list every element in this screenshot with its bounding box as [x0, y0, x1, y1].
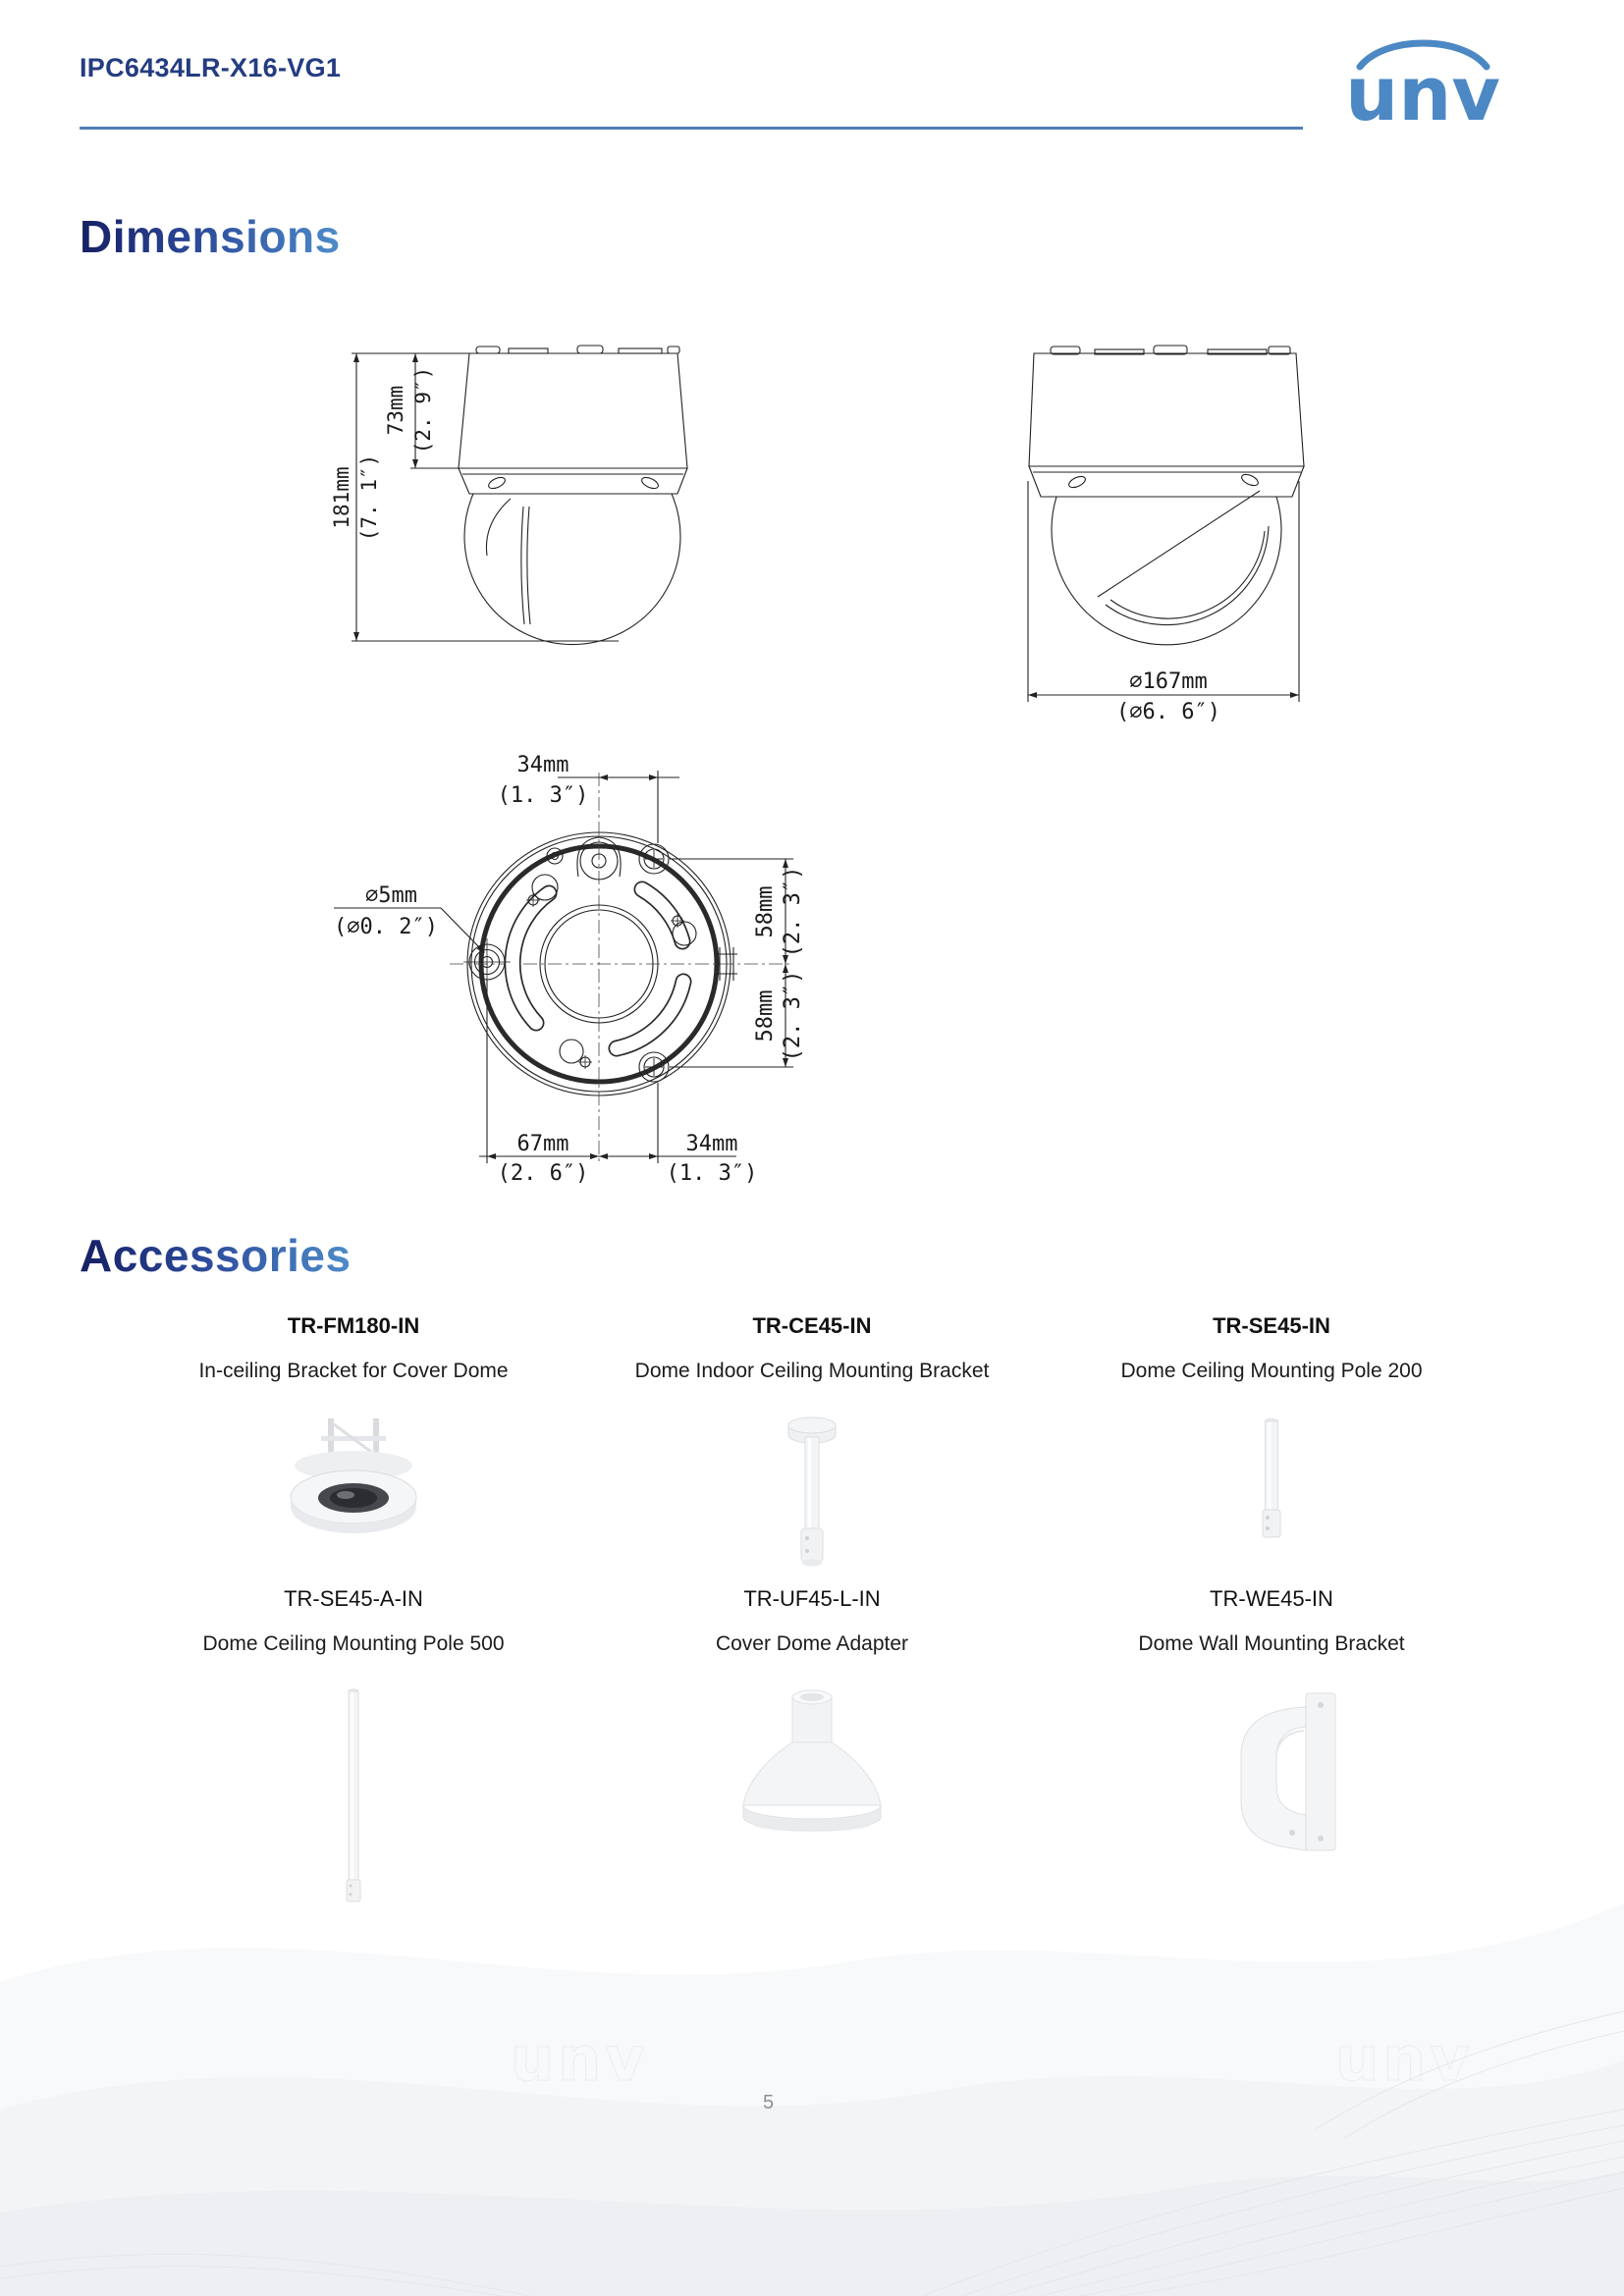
dim-base-bottom-67mm-inch-label: (2. 6″) — [497, 1161, 589, 1186]
dim-base-bottom-34mm-label: 34mm — [685, 1132, 738, 1156]
side-view-drawing — [1011, 334, 1316, 726]
dim-base-bottom-34mm-inch-label: (1. 3″) — [666, 1161, 758, 1186]
dim-right-upper-58mm-label: 58mm — [753, 885, 778, 938]
accessory-name: Dome Ceiling Mounting Pole 200 — [1120, 1360, 1423, 1382]
wave-background — [0, 1835, 1624, 2296]
accessory-name: In-ceiling Bracket for Cover Dome — [198, 1360, 509, 1382]
accessories-heading: Accessories — [80, 1230, 352, 1281]
dimensions-heading: Dimensions — [80, 211, 341, 262]
accessory-model: TR-WE45-IN — [1210, 1586, 1333, 1611]
dim-167mm-inch-label: (∅6. 6″) — [1116, 700, 1220, 724]
dim-right-lower-58mm-inch-label: (2. 3″) — [781, 970, 805, 1062]
pole-200-image — [1249, 1413, 1294, 1545]
accessory-model: TR-CE45-IN — [752, 1313, 872, 1338]
page-number: 5 — [762, 2092, 775, 2113]
accessory-name: Dome Wall Mounting Bracket — [1138, 1632, 1405, 1655]
header-divider — [80, 127, 1303, 130]
dim-73mm-inch-label: (2. 9″) — [411, 366, 435, 454]
bottom-view-drawing — [324, 741, 825, 1193]
front-view-drawing — [324, 334, 697, 658]
watermark-logo: unv — [1335, 2023, 1474, 2095]
dim-right-upper-58mm-inch-label: (2. 3″) — [781, 866, 805, 958]
ceiling-mount-image — [766, 1413, 859, 1575]
unv-logo — [1327, 29, 1519, 133]
dim-base-top-34mm-label: 34mm — [516, 753, 569, 777]
accessory-model: TR-UF45-L-IN — [743, 1586, 881, 1611]
watermark-logo: unv — [511, 2023, 649, 2095]
accessory-name: Dome Indoor Ceiling Mounting Bracket — [634, 1360, 990, 1382]
accessory-model: TR-FM180-IN — [287, 1313, 420, 1338]
logo-text: unv — [1345, 50, 1500, 133]
accessory-name: Cover Dome Adapter — [715, 1632, 909, 1655]
in-ceiling-bracket-image — [267, 1413, 440, 1545]
accessory-card — [1056, 1313, 1488, 1545]
dim-base-bottom-67mm-label: 67mm — [516, 1132, 569, 1156]
accessory-name: Dome Ceiling Mounting Pole 500 — [202, 1632, 505, 1655]
dim-167mm-label: ∅167mm — [1129, 669, 1208, 694]
dim-right-lower-58mm-label: 58mm — [753, 989, 778, 1042]
accessory-card — [596, 1313, 1028, 1575]
dim-hole-5mm-label: ∅5mm — [365, 883, 417, 908]
accessory-model: TR-SE45-IN — [1213, 1313, 1330, 1338]
accessory-card — [137, 1313, 569, 1545]
accessory-model: TR-SE45-A-IN — [284, 1586, 423, 1611]
dim-73mm-label: 73mm — [384, 385, 407, 436]
dim-181mm-inch-label: (7. 1″) — [357, 454, 381, 542]
dim-181mm-label: 181mm — [330, 466, 353, 529]
dim-base-top-34mm-inch-label: (1. 3″) — [497, 783, 589, 808]
page-title: IPC6434LR-X16-VG1 — [80, 53, 342, 82]
dim-hole-5mm-inch-label: (∅0. 2″) — [334, 915, 438, 939]
